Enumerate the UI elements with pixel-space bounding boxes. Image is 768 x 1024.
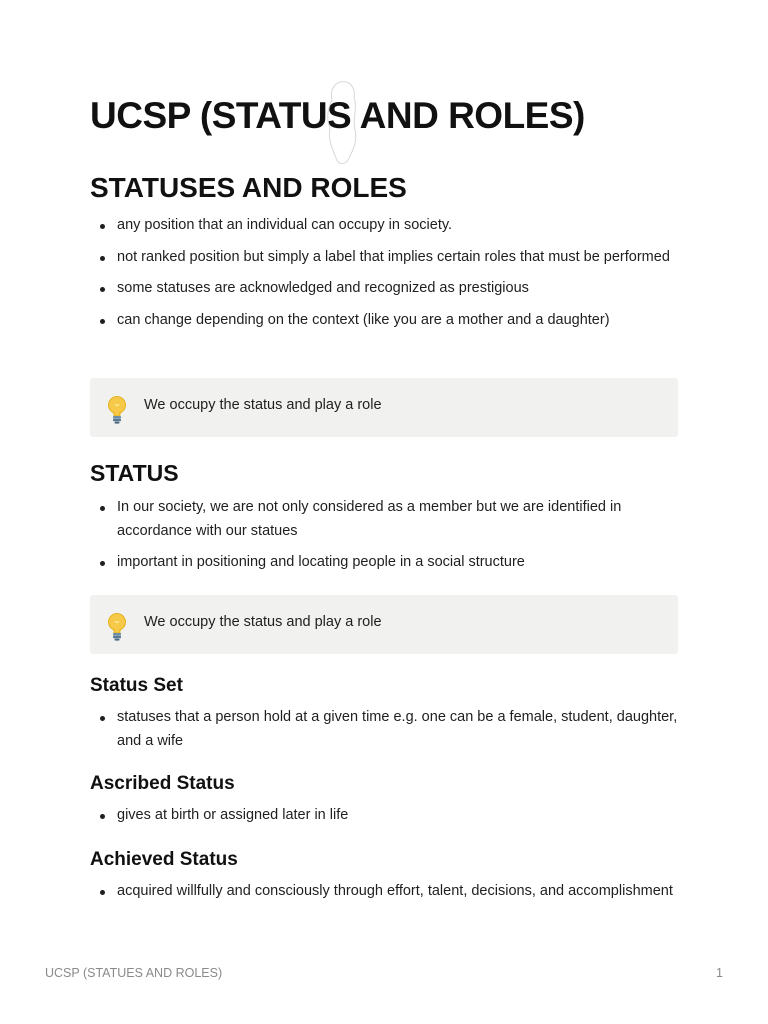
bullet-list-statuses-and-roles <box>90 214 678 332</box>
list-item: acquired willfully and consciously through effort, talent, decisions, and accomplishment <box>90 880 678 904</box>
callout-box <box>90 595 678 654</box>
subheading-achieved-status: Achieved Status <box>90 849 238 870</box>
lightbulb-icon <box>106 612 128 642</box>
lightbulb-icon <box>106 395 128 425</box>
list-item: can change depending on the context (like you are a mother and a daughter) <box>90 309 678 333</box>
footer-doc-title: UCSP (STATUES AND ROLES) <box>45 966 223 980</box>
bullet-list-status <box>90 496 678 575</box>
watermark-logo <box>322 78 362 168</box>
callout-text: We occupy the status and play a role <box>144 397 382 413</box>
page-title: UCSP (STATUS AND ROLES) <box>90 95 585 136</box>
footer-page-number: 1 <box>716 966 723 980</box>
list-item: some statuses are acknowledged and recognized as prestigious <box>90 277 678 301</box>
callout-box <box>90 378 678 437</box>
section-heading-statuses-and-roles: STATUSES AND ROLES <box>90 172 407 203</box>
subheading-ascribed-status: Ascribed Status <box>90 773 235 794</box>
bullet-list-achieved-status <box>90 880 678 904</box>
bullet-list-ascribed-status <box>90 804 678 828</box>
list-item: In our society, we are not only considered as a member but we are identified in accordance with our statues <box>90 496 678 543</box>
callout-text: We occupy the status and play a role <box>144 614 382 630</box>
list-item: statuses that a person hold at a given time e.g. one can be a female, student, daughter, and a wife <box>90 706 678 753</box>
list-item: important in positioning and locating people in a social structure <box>90 551 678 575</box>
list-item: gives at birth or assigned later in life <box>90 804 678 828</box>
list-item: any position that an individual can occupy in society. <box>90 214 678 238</box>
list-item: not ranked position but simply a label that implies certain roles that must be performed <box>90 246 678 270</box>
subheading-status-set: Status Set <box>90 675 183 696</box>
bullet-list-status-set <box>90 706 678 753</box>
section-heading-status: STATUS <box>90 460 179 486</box>
